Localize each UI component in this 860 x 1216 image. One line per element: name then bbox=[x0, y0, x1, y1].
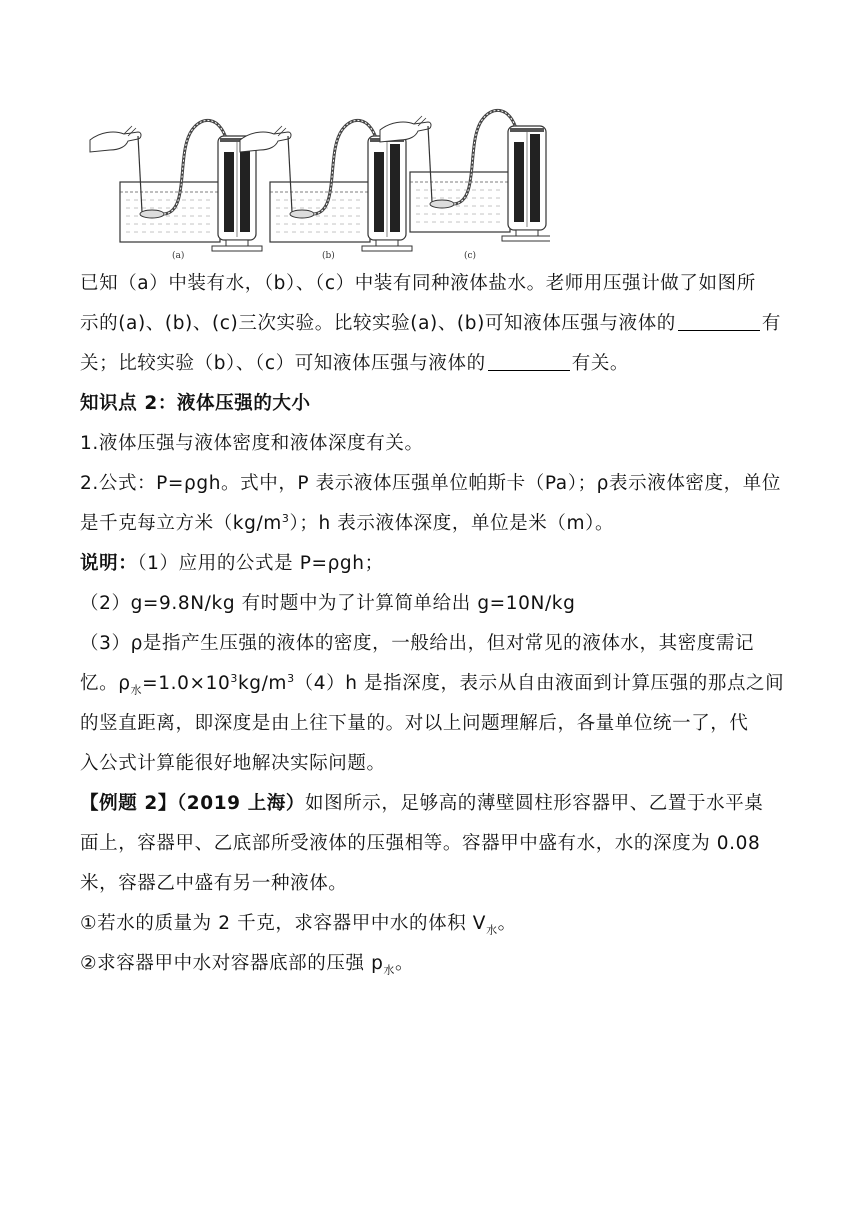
note-line: 入公式计算能很好地解决实际问题。 bbox=[80, 753, 386, 774]
note-line bbox=[80, 544, 780, 584]
text-run: 示的(a)、(b)、(c)三次实验。比较实验(a)、(b)可知液体压强与液体的 bbox=[80, 313, 676, 334]
paragraph-line bbox=[80, 344, 780, 384]
text-run: （4）h 是指深度，表示从自由液面到计算压强的那点之间 bbox=[294, 673, 785, 694]
note-line: 的竖直距离，即深度是由上往下量的。对以上问题理解后，各量单位统一了，代 bbox=[80, 713, 749, 734]
superscript: 3 bbox=[230, 671, 238, 685]
text-run: 是千克每立方米（kg/m bbox=[80, 513, 282, 534]
text-run: ①若水的质量为 2 千克，求容器甲中水的体积 V bbox=[80, 913, 487, 934]
example-line bbox=[80, 784, 780, 824]
text-run: 忆。ρ bbox=[80, 673, 131, 694]
text-run: 关；比较实验（b）、（c）可知液体压强与液体的 bbox=[80, 353, 486, 374]
list-item-continued bbox=[80, 504, 780, 544]
note-label: 说明： bbox=[80, 553, 138, 574]
subscript: 水 bbox=[486, 923, 498, 937]
text-run: kg/m bbox=[237, 673, 288, 694]
note-line bbox=[80, 664, 785, 704]
text-run: 已知（a）中装有水，（b）、（c）中装有同种液体盐水。老师用压强计做了如图所 bbox=[80, 273, 756, 294]
text-run: 有关。 bbox=[571, 353, 630, 374]
answer-blank-1[interactable] bbox=[678, 308, 760, 331]
note-line: （2）g=9.8N/kg 有时题中为了计算简单给出 g=10N/kg bbox=[80, 593, 576, 614]
example-label: 【例题 2】（2019 上海） bbox=[80, 793, 305, 814]
question-2 bbox=[80, 944, 780, 984]
question-1 bbox=[80, 904, 780, 944]
figure-label-c: (c) bbox=[464, 251, 477, 261]
note-line: （3）ρ是指产生压强的液体的密度，一般给出，但对常见的液体水，其密度需记 bbox=[80, 633, 755, 654]
section-heading: 知识点 2：液体压强的大小 bbox=[80, 393, 311, 414]
text-run: 。 bbox=[497, 913, 517, 934]
text-run: 有 bbox=[761, 313, 782, 334]
text-run: （1）应用的公式是 P=ρgh； bbox=[137, 553, 384, 574]
list-item: 2.公式：P=ρgh。式中，P 表示液体压强单位帕斯卡（Pa）；ρ表示液体密度，单位 bbox=[80, 473, 781, 494]
pressure-gauge-figure bbox=[80, 92, 550, 264]
text-run: 。 bbox=[395, 953, 415, 974]
document-body bbox=[80, 264, 785, 984]
figure-label-a: (a) bbox=[172, 251, 185, 261]
text-run: ②求容器甲中水对容器底部的压强 p bbox=[80, 953, 384, 974]
paragraph-line bbox=[80, 264, 780, 304]
superscript: 3 bbox=[281, 511, 290, 525]
example-line: 面上，容器甲、乙底部所受液体的压强相等。容器甲中盛有水，水的深度为 0.08 bbox=[80, 833, 761, 854]
figure-label-b: (b) bbox=[322, 251, 335, 261]
paragraph-line bbox=[80, 304, 780, 344]
answer-blank-2[interactable] bbox=[488, 348, 570, 371]
subscript: 水 bbox=[130, 683, 143, 697]
text-run: 如图所示，足够高的薄壁圆柱形容器甲、乙置于水平桌 bbox=[305, 793, 764, 814]
text-run: =1.0×10 bbox=[142, 673, 231, 694]
subscript: 水 bbox=[383, 963, 396, 977]
text-run: ）；h 表示液体深度，单位是米（m）。 bbox=[289, 513, 615, 534]
example-line: 米，容器乙中盛有另一种液体。 bbox=[80, 873, 348, 894]
list-item: 1.液体压强与液体密度和液体深度有关。 bbox=[80, 433, 424, 454]
superscript: 3 bbox=[287, 671, 295, 685]
